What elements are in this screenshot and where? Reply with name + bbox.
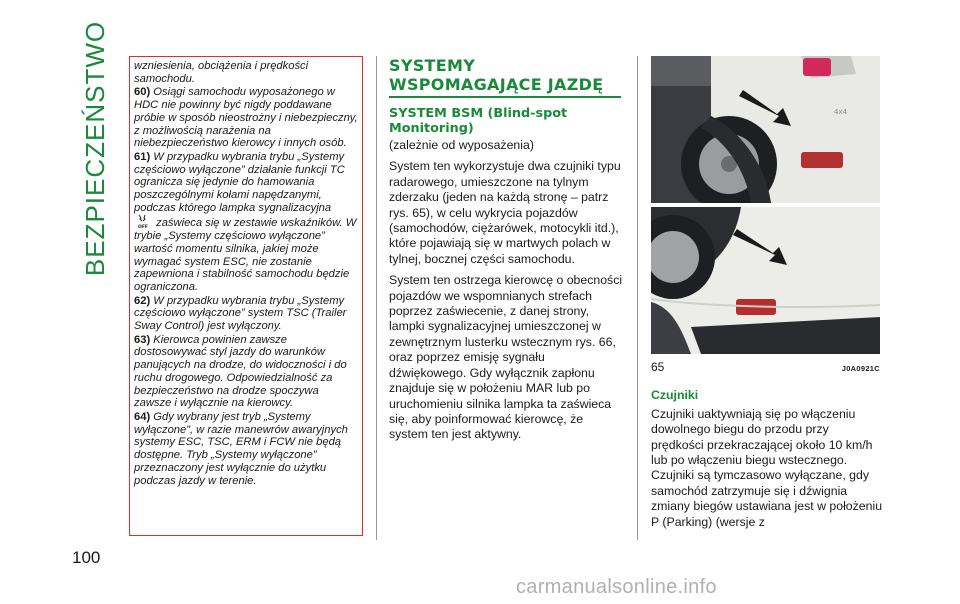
note-text: Gdy wybrany jest tryb „Systemy wyłączone”, w razie manewrów awaryjnych systemy ESC, TSC, ERM i FCW nie będą dostępne. Tryb „Systemy wyłączone” przeznaczony jest wyłącznie do użytku podczas jazdy w terenie. bbox=[134, 410, 348, 487]
section-column bbox=[389, 56, 625, 449]
note-number: 62) bbox=[134, 294, 151, 307]
watermark: carmanualsonline.info bbox=[516, 576, 717, 598]
chapter-title-text: BEZPIECZEŃSTWO bbox=[80, 20, 111, 276]
note-text: Kierowca powinien zawsze dostosowywać styl jazdy do warunków panujących na drodze, do widoczności i do ruchu drogowego. Odpowiedzialność za bezpieczeństwo na drodze spoczywa zawsze i wyłącznie na kierowcy. bbox=[134, 333, 347, 410]
note-text: W przypadku wybrania trybu „Systemy częściowo wyłączone” system TSC (Trailer Sway Control) jest wyłączony. bbox=[134, 294, 347, 333]
warning-note-64 bbox=[134, 411, 358, 487]
sensors-heading: Czujniki bbox=[651, 388, 699, 403]
icon-off-label: OFF bbox=[138, 225, 148, 230]
figure-caption bbox=[651, 360, 880, 376]
warning-note-60 bbox=[134, 86, 358, 150]
figure-column bbox=[651, 56, 883, 530]
subsection-heading-line: Monitoring) bbox=[389, 121, 474, 136]
heading-underline bbox=[389, 96, 621, 98]
page-number: 100 bbox=[72, 548, 101, 567]
column-divider bbox=[376, 56, 377, 540]
model-badge-text: 4x4 bbox=[834, 108, 848, 116]
paragraph: (zależnie od wyposażenia) bbox=[389, 138, 534, 152]
section-heading bbox=[389, 56, 625, 94]
note-text: Osiągi samochodu wyposażonego w HDC nie powinny być nigdy poddawane próbie w sposób nieostrożny i niebezpieczny, z możliwością narażenia na niebezpieczeństwo kierowcy i innych osób. bbox=[134, 86, 358, 150]
note-number: 60) bbox=[134, 86, 151, 99]
warnings-box bbox=[129, 56, 363, 536]
rear-bumper-photo-top bbox=[651, 56, 880, 203]
paragraph: System ten wykorzystuje dwa czujniki typu radarowego, umieszczone na tylnym zderzaku (jeden na każdą stronę – patrz rys. 65), w celu wykrycia pojazdów (samochodów, ciężarówek, motocykli itd.), które pojawiają się w martwych polach w tylnej, bocznej części samochodu. bbox=[389, 159, 621, 266]
chapter-side-title bbox=[76, 20, 116, 276]
note-text: W przypadku wybrania trybu „Systemy częściowo wyłączone” działanie funkcji TC ogranicza się jedynie do hamowania poszczególnymi kołami napędzanymi, podczas którego lampka sygnalizacyjna bbox=[134, 150, 345, 214]
figure-code: J0A0921C bbox=[841, 364, 880, 373]
section-heading-line: WSPOMAGAJĄCE JAZDĘ bbox=[389, 75, 604, 94]
esc-off-warning-icon bbox=[136, 214, 150, 229]
rear-bumper-photo-bottom bbox=[651, 207, 880, 354]
warning-note-63 bbox=[134, 334, 358, 410]
subsection-heading-line: SYSTEM BSM (Blind-spot bbox=[389, 106, 568, 121]
warning-note-62 bbox=[134, 295, 358, 333]
note-number: 61) bbox=[134, 150, 151, 163]
sensors-paragraph: Czujniki uaktywniają się po włączeniu dowolnego biegu do przodu przy prędkości przekraczającej około 10 km/h lub po włączeniu biegu wstecznego. Czujniki są tymczasowo wyłączane, gdy samochód zatrzymuje się i dźwignia zmiany biegów ustawiana jest w położeniu P (Parking) (wersje z bbox=[651, 406, 883, 529]
subsection-heading bbox=[389, 106, 625, 136]
warning-lead: wzniesienia, obciążenia i prędkości samochodu. bbox=[134, 60, 309, 85]
paragraph: System ten ostrzega kierowcę o obecności pojazdów we wspomnianych strefach poprzez zaświecenie, z danej strony, lampki sygnalizacyjnej umieszczonej w zewnętrznym lusterku wstecznym rys. 66, oraz poprzez emisję sygnału dźwiękowego. Gdy wyłącznik zapłonu znajduje się w położeniu MAR lub po uruchomieniu silnika lampka ta zaświeca się, aby poinformować kierowcę, że system ten jest aktywny. bbox=[389, 273, 623, 442]
warning-note-61 bbox=[134, 151, 358, 294]
column-divider bbox=[637, 56, 638, 540]
note-number: 63) bbox=[134, 333, 151, 346]
section-heading-line: SYSTEMY bbox=[389, 56, 476, 75]
figure-number: 65 bbox=[651, 360, 665, 374]
note-number: 64) bbox=[134, 410, 151, 423]
note-text-continued: zaświeca się w zestawie wskaźników. W trybie „Systemy częściowo wyłączone” wartość momentu silnika, jakiej może wymagać system ESC, nie zostanie zapewniona i stabilność samochodu będzie ograniczona. bbox=[134, 217, 357, 293]
